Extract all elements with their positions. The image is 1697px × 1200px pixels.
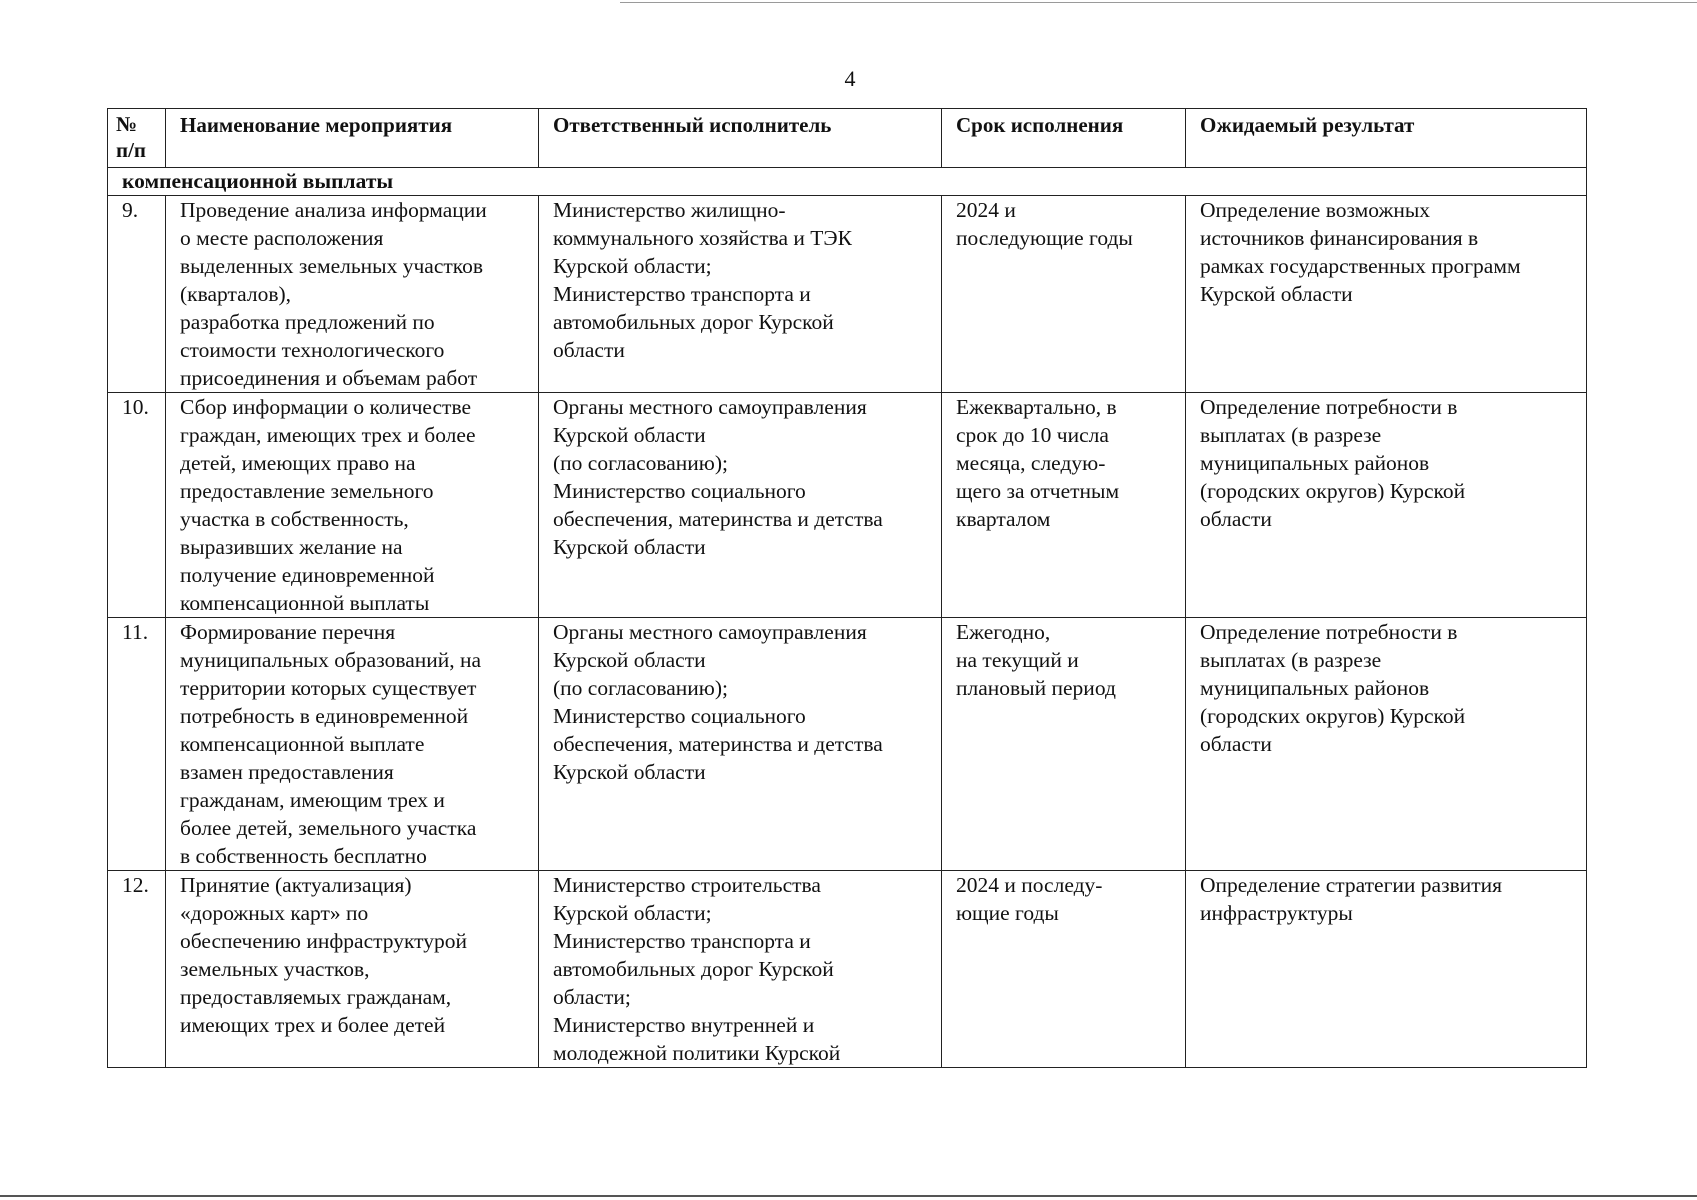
cell-executor	[539, 196, 942, 393]
cell-result	[1186, 393, 1587, 618]
cell-text-line: инфраструктуры	[1200, 901, 1353, 925]
cell-text-line: стоимости технологического	[180, 338, 445, 362]
cell-text-line: плановый период	[956, 676, 1116, 700]
cell-text-line: Курской области	[553, 760, 706, 784]
cell-result	[1186, 618, 1587, 871]
cell-text-line: Министерство внутренней и	[553, 1013, 815, 1037]
cell-text-line: Курской области;	[553, 901, 712, 925]
cell-text-line: «дорожных карт» по	[180, 901, 369, 925]
cell-text-line: компенсационной выплате	[180, 732, 425, 756]
cell-text-line: ющие годы	[956, 901, 1059, 925]
cell-text-line: Министерство транспорта и	[553, 929, 811, 953]
cell-executor	[539, 393, 942, 618]
cell-deadline	[942, 196, 1186, 393]
cell-text-line: взамен предоставления	[180, 760, 394, 784]
cell-activity	[166, 196, 539, 393]
cell-text-line: обеспечению инфраструктурой	[180, 929, 468, 953]
cell-text-line: области	[1200, 732, 1272, 756]
cell-text-line: Курской области	[553, 535, 706, 559]
cell-activity	[166, 393, 539, 618]
cell-text-line: присоединения и объемам работ	[180, 366, 478, 390]
table-header-row	[108, 109, 1587, 168]
cell-text-line: коммунального хозяйства и ТЭК	[553, 226, 852, 250]
cell-text-line: (кварталов),	[180, 282, 292, 306]
cell-text-line: гражданам, имеющим трех и	[180, 788, 445, 812]
cell-text-line: 2024 и последу-	[956, 873, 1103, 897]
header-executor: Ответственный исполнитель	[539, 109, 942, 168]
cell-text-line: Определение возможных	[1200, 198, 1431, 222]
cell-text-line: Формирование перечня	[180, 620, 396, 644]
action-plan-table	[107, 108, 1587, 1068]
cell-text-line: Ежегодно,	[956, 620, 1051, 644]
cell-text-line: области;	[553, 985, 631, 1009]
cell-text-line: Министерство жилищно-	[553, 198, 786, 222]
header-result: Ожидаемый результат	[1186, 109, 1587, 168]
cell-activity	[166, 871, 539, 1068]
cell-text-line: Определение потребности в	[1200, 620, 1458, 644]
cell-text-line: Курской области;	[553, 254, 712, 278]
cell-activity	[166, 618, 539, 871]
header-deadline: Срок исполнения	[942, 109, 1186, 168]
cell-text-line: молодежной политики Курской	[553, 1041, 841, 1065]
cell-text-line: имеющих трех и более детей	[180, 1013, 446, 1037]
cell-text-line: муниципальных образований, на	[180, 648, 482, 672]
cell-text-line: Министерство транспорта и	[553, 282, 811, 306]
cell-text-line: автомобильных дорог Курской	[553, 957, 834, 981]
cell-text-line: в собственность бесплатно	[180, 844, 427, 868]
cell-number: 9.	[108, 196, 166, 393]
cell-text-line: Министерство строительства	[553, 873, 821, 897]
cell-text-line: Принятие (актуализация)	[180, 873, 412, 897]
cell-text-line: более детей, земельного участка	[180, 816, 477, 840]
cell-text-line: Определение потребности в	[1200, 395, 1458, 419]
cell-text-line: участка в собственность,	[180, 507, 409, 531]
cell-text-line: обеспечения, материнства и детства	[553, 507, 883, 531]
cell-text-line: компенсационной выплаты	[180, 591, 430, 615]
cell-text-line: предоставляемых гражданам,	[180, 985, 452, 1009]
cell-text-line: территории которых существует	[180, 676, 477, 700]
cell-text-line: (по согласованию);	[553, 676, 728, 700]
cell-text-line: месяца, следую-	[956, 451, 1106, 475]
cell-text-line: земельных участков,	[180, 957, 370, 981]
cell-text-line: выделенных земельных участков	[180, 254, 484, 278]
cell-text-line: муниципальных районов	[1200, 676, 1430, 700]
table-row	[108, 618, 1587, 871]
cell-text-line: (городских округов) Курской	[1200, 479, 1466, 503]
cell-text-line: муниципальных районов	[1200, 451, 1430, 475]
cell-text-line: области	[1200, 507, 1272, 531]
cell-text-line: Министерство социального	[553, 704, 806, 728]
cell-text-line: последующие годы	[956, 226, 1133, 250]
cell-text-line: (по согласованию);	[553, 451, 728, 475]
cell-number: 11.	[108, 618, 166, 871]
cell-text-line: детей, имеющих право на	[180, 451, 416, 475]
cell-text-line: выразивших желание на	[180, 535, 403, 559]
continuation-label: компенсационной выплаты	[108, 168, 1587, 196]
cell-text-line: Курской области	[553, 423, 706, 447]
cell-text-line: на текущий и	[956, 648, 1079, 672]
cell-result	[1186, 196, 1587, 393]
table-row	[108, 393, 1587, 618]
cell-text-line: Определение стратегии развития	[1200, 873, 1503, 897]
cell-text-line: о месте расположения	[180, 226, 384, 250]
cell-text-line: срок до 10 числа	[956, 423, 1109, 447]
cell-deadline	[942, 871, 1186, 1068]
cell-text-line: выплатах (в разрезе	[1200, 648, 1382, 672]
cell-text-line: 2024 и	[956, 198, 1016, 222]
table-row	[108, 196, 1587, 393]
cell-text-line: получение единовременной	[180, 563, 435, 587]
cell-text-line: Органы местного самоуправления	[553, 620, 867, 644]
cell-deadline	[942, 618, 1186, 871]
header-activity: Наименование мероприятия	[166, 109, 539, 168]
cell-text-line: щего за отчетным	[956, 479, 1120, 503]
cell-text-line: Ежеквартально, в	[956, 395, 1117, 419]
cell-text-line: автомобильных дорог Курской	[553, 310, 834, 334]
header-number: № п/п	[108, 109, 166, 168]
cell-text-line: Курской области	[1200, 282, 1353, 306]
cell-text-line: обеспечения, материнства и детства	[553, 732, 883, 756]
scan-bottom-edge-line	[0, 1195, 1697, 1197]
cell-text-line: Курской области	[553, 648, 706, 672]
cell-executor	[539, 618, 942, 871]
cell-text-line: Министерство социального	[553, 479, 806, 503]
cell-text-line: Органы местного самоуправления	[553, 395, 867, 419]
cell-text-line: разработка предложений по	[180, 310, 435, 334]
continuation-row	[108, 168, 1587, 196]
cell-text-line: потребность в единовременной	[180, 704, 469, 728]
cell-text-line: предоставление земельного	[180, 479, 434, 503]
cell-executor	[539, 871, 942, 1068]
cell-text-line: Сбор информации о количестве	[180, 395, 472, 419]
cell-number: 10.	[108, 393, 166, 618]
cell-text-line: области	[553, 338, 625, 362]
cell-text-line: рамках государственных программ	[1200, 254, 1521, 278]
cell-number: 12.	[108, 871, 166, 1068]
cell-text-line: Проведение анализа информации	[180, 198, 487, 222]
cell-text-line: (городских округов) Курской	[1200, 704, 1466, 728]
page-number: 4	[844, 66, 856, 91]
cell-deadline	[942, 393, 1186, 618]
cell-text-line: источников финансирования в	[1200, 226, 1479, 250]
cell-text-line: кварталом	[956, 507, 1051, 531]
scan-top-edge-line	[620, 2, 1697, 3]
cell-text-line: граждан, имеющих трех и более	[180, 423, 476, 447]
cell-text-line: выплатах (в разрезе	[1200, 423, 1382, 447]
cell-result	[1186, 871, 1587, 1068]
table-row	[108, 871, 1587, 1068]
